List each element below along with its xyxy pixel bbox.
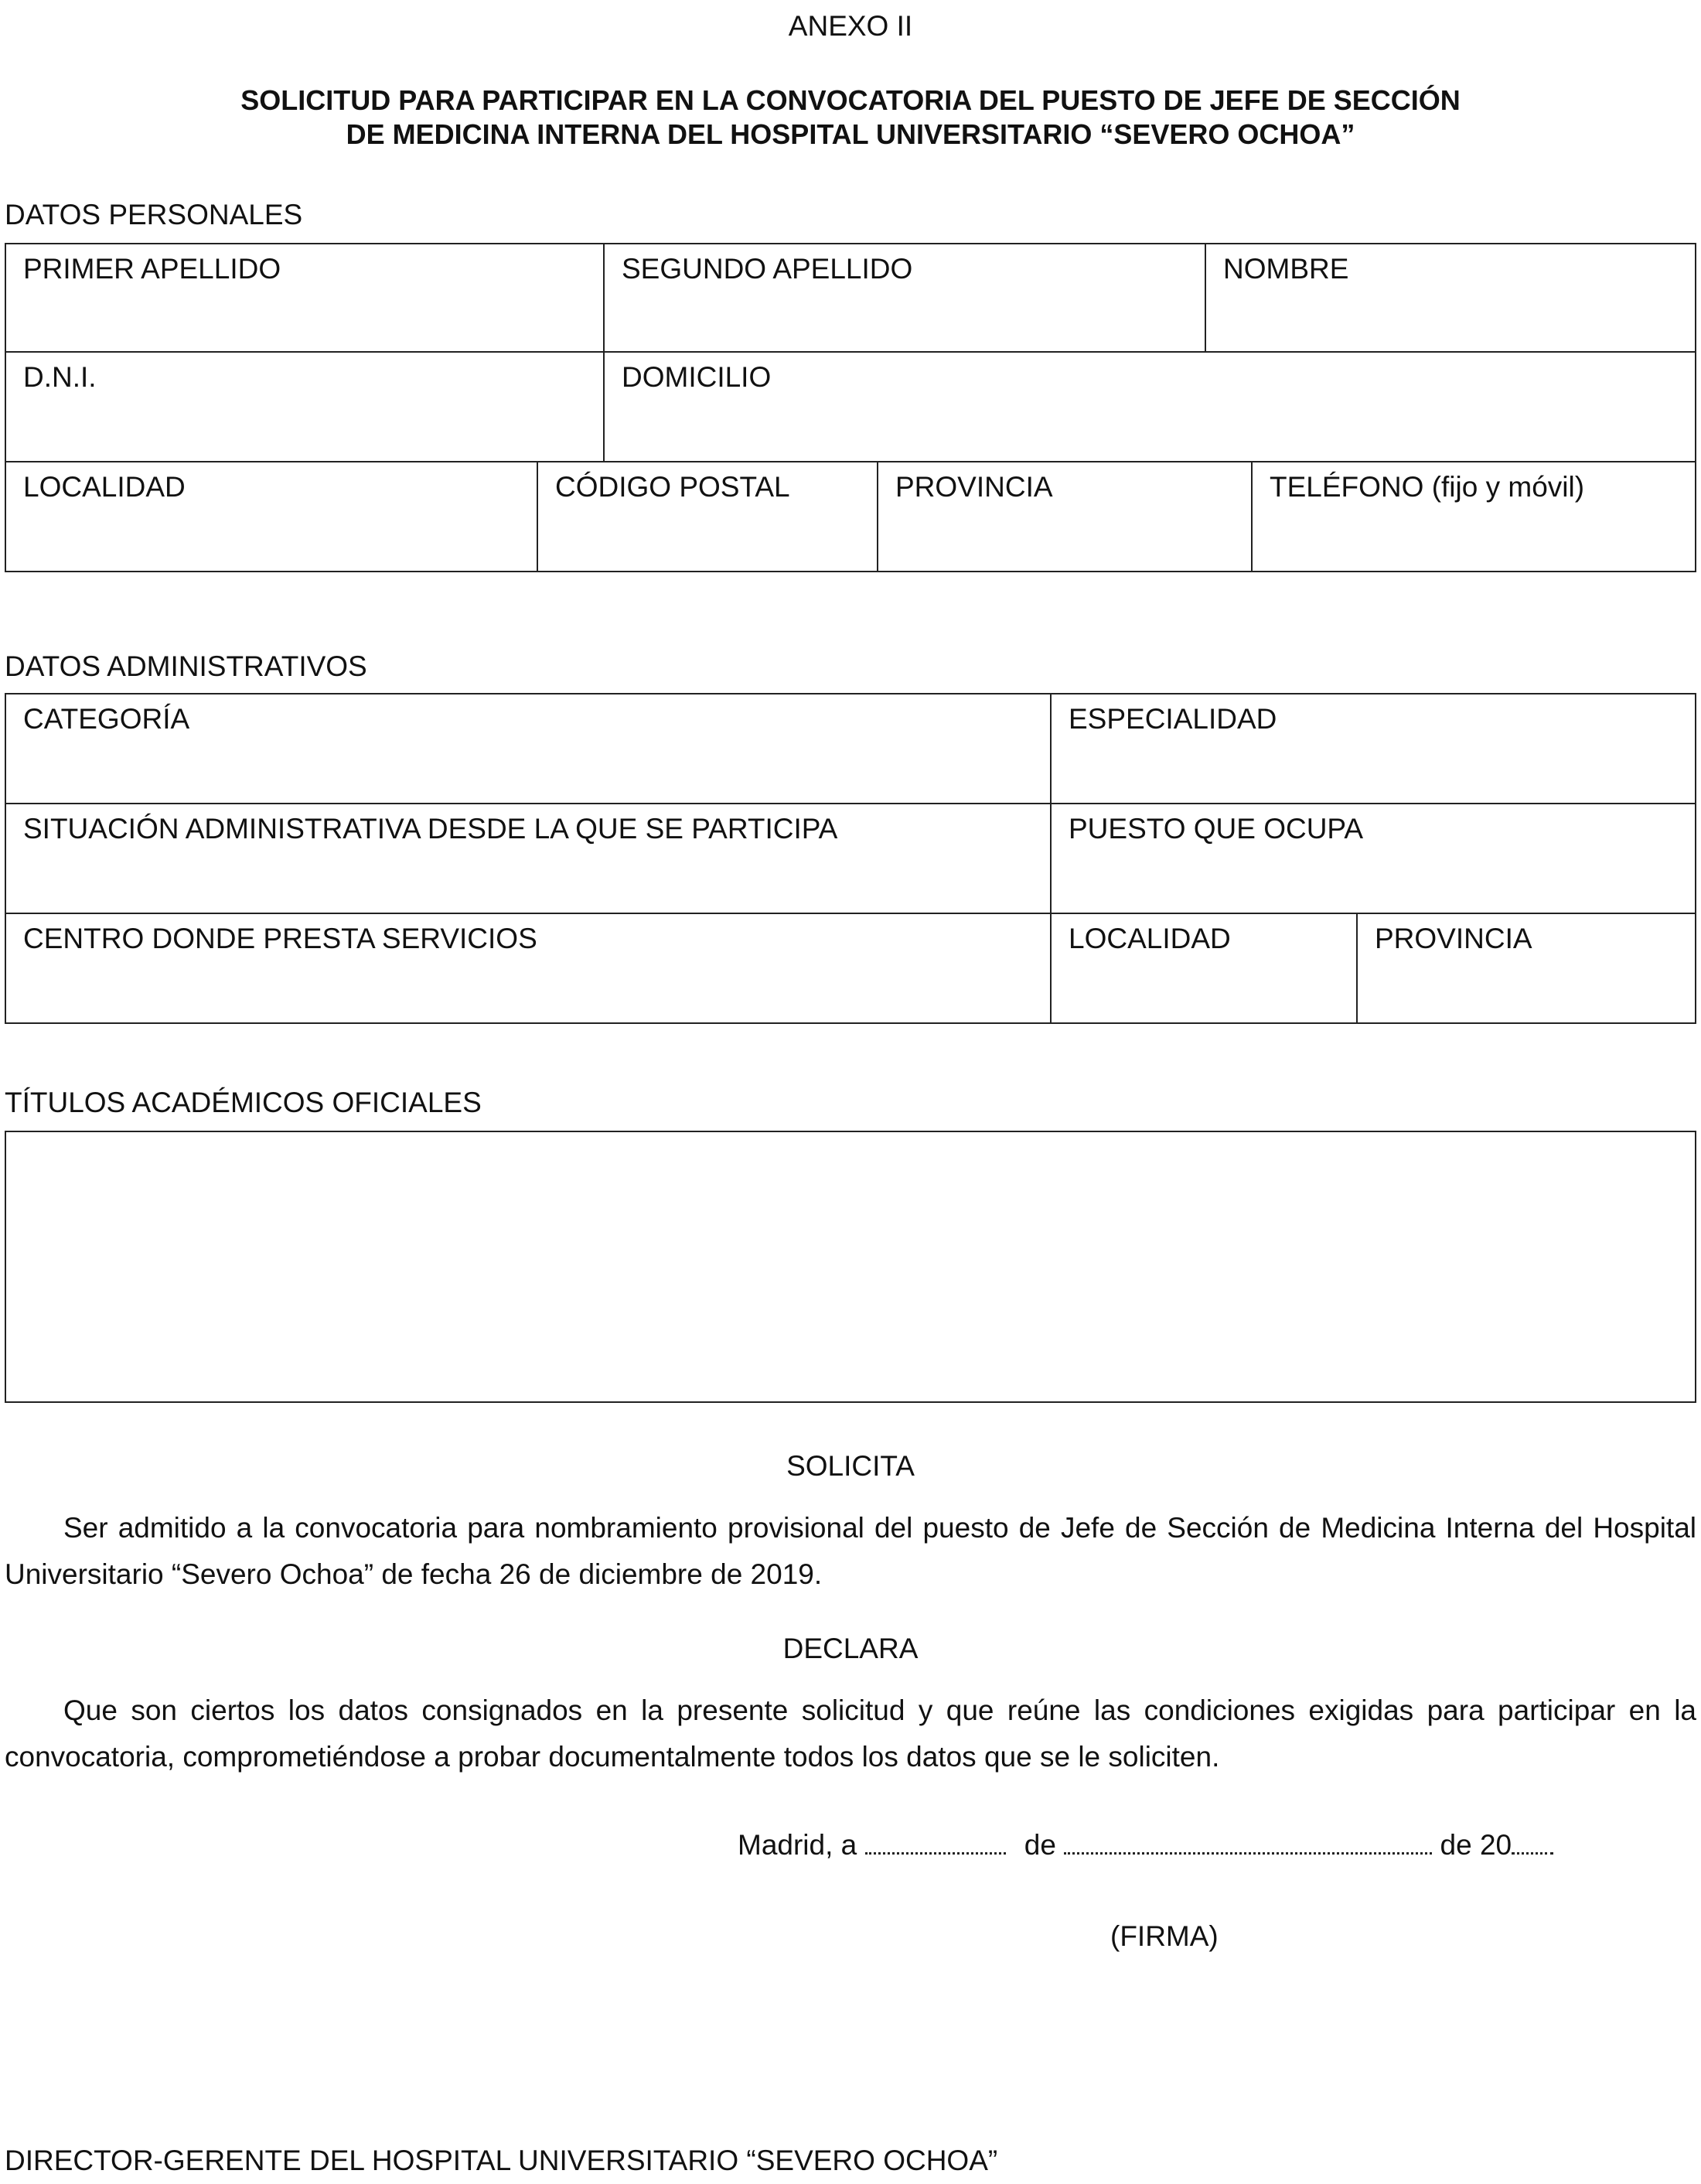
codigo-postal-label: CÓDIGO POSTAL	[555, 471, 790, 503]
date-line	[738, 1828, 1553, 1862]
primer-apellido-field[interactable]	[5, 243, 605, 353]
localidad-label: LOCALIDAD	[23, 471, 186, 503]
domicilio-field[interactable]	[603, 351, 1696, 462]
personal-data-heading: DATOS PERSONALES	[5, 199, 303, 230]
domicilio-label: DOMICILIO	[622, 361, 772, 393]
segundo-apellido-label: SEGUNDO APELLIDO	[622, 253, 913, 285]
academic-titles-heading: TÍTULOS ACADÉMICOS OFICIALES	[5, 1087, 482, 1118]
annex-label: ANEXO II	[788, 10, 913, 42]
signature-label: (FIRMA)	[1110, 1920, 1219, 1952]
especialidad-field[interactable]	[1050, 693, 1696, 804]
categoria-label: CATEGORÍA	[23, 703, 190, 735]
dni-field[interactable]	[5, 351, 605, 462]
especialidad-label: ESPECIALIDAD	[1069, 703, 1277, 735]
telefono-field[interactable]	[1251, 461, 1696, 572]
admin-provincia-label: PROVINCIA	[1375, 923, 1532, 954]
codigo-postal-field[interactable]	[537, 461, 878, 572]
localidad-field[interactable]	[5, 461, 538, 572]
solicita-heading: SOLICITA	[786, 1450, 915, 1482]
addressee: DIRECTOR-GERENTE DEL HOSPITAL UNIVERSITARIO “SEVERO OCHOA”	[5, 2145, 998, 2176]
centro-field[interactable]	[5, 913, 1052, 1024]
date-de-label-2: de 20	[1440, 1829, 1512, 1861]
provincia-field[interactable]	[877, 461, 1253, 572]
situacion-administrativa-field[interactable]	[5, 803, 1052, 914]
day-blank[interactable]	[865, 1831, 1006, 1855]
admin-localidad-label: LOCALIDAD	[1069, 923, 1231, 954]
date-de-label-1: de	[1024, 1829, 1056, 1861]
admin-localidad-field[interactable]	[1050, 913, 1358, 1024]
year-blank[interactable]	[1512, 1831, 1553, 1855]
telefono-label: TELÉFONO (fijo y móvil)	[1270, 471, 1585, 503]
puesto-label: PUESTO QUE OCUPA	[1069, 813, 1364, 845]
centro-label: CENTRO DONDE PRESTA SERVICIOS	[23, 923, 537, 954]
categoria-field[interactable]	[5, 693, 1052, 804]
month-blank[interactable]	[1064, 1831, 1432, 1855]
primer-apellido-label: PRIMER APELLIDO	[23, 253, 281, 285]
form-title-line2: DE MEDICINA INTERNA DEL HOSPITAL UNIVERSITARIO “SEVERO OCHOA”	[346, 118, 1355, 150]
admin-provincia-field[interactable]	[1356, 913, 1696, 1024]
nombre-field[interactable]	[1205, 243, 1696, 353]
academic-titles-field[interactable]	[5, 1131, 1696, 1403]
puesto-field[interactable]	[1050, 803, 1696, 914]
form-title-line1: SOLICITUD PARA PARTICIPAR EN LA CONVOCATORIA DEL PUESTO DE JEFE DE SECCIÓN	[240, 84, 1461, 116]
administrative-data-heading: DATOS ADMINISTRATIVOS	[5, 650, 367, 682]
provincia-label: PROVINCIA	[895, 471, 1053, 503]
dni-label: D.N.I.	[23, 361, 97, 393]
declara-heading: DECLARA	[782, 1633, 919, 1664]
segundo-apellido-field[interactable]	[603, 243, 1206, 353]
declara-text: Que son ciertos los datos consignados en la presente solicitud y que reúne las condiciones exigidas para participar en la convocatoria, comprometiéndose a probar documentalmente todos los datos que se le soliciten.	[5, 1694, 1696, 1773]
situacion-administrativa-label: SITUACIÓN ADMINISTRATIVA DESDE LA QUE SE PARTICIPA	[23, 813, 838, 845]
solicita-text: Ser admitido a la convocatoria para nombramiento provisional del puesto de Jefe de Sección de Medicina Interna del Hospital Universitario “Severo Ochoa” de fecha 26 de diciembre de 2019.	[5, 1512, 1696, 1590]
date-place-label: Madrid, a	[738, 1829, 857, 1861]
nombre-label: NOMBRE	[1223, 253, 1349, 285]
